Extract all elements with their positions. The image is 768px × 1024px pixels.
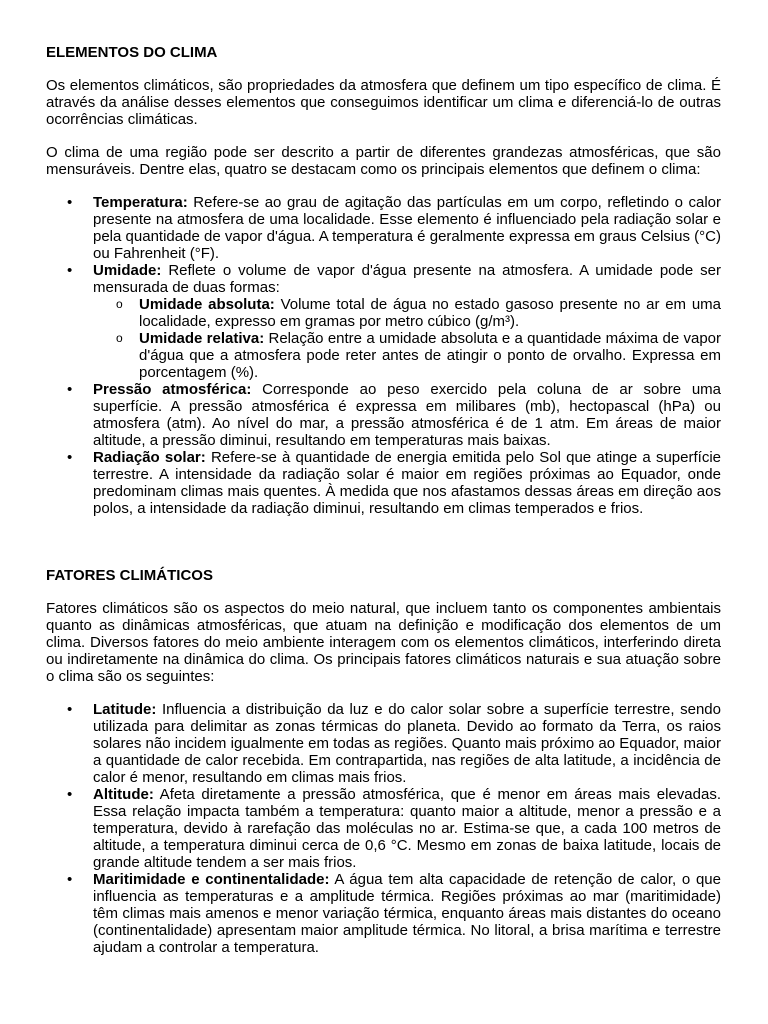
term-radiacao: Radiação solar: [93,449,206,466]
text-radiacao: Refere-se à quantidade de energia emitida pelo Sol que atinge a superfície terrestre. A intensidade da radiação solar é maior em regiões próximas ao Equador, onde predominam climas mais quentes. À medida que nos afastamos dessas áreas em direção aos polos, a intensidade da radiação diminui, resultando em climas temperados e frios. [93,449,721,517]
term-umidade-absoluta: Umidade absoluta: [139,296,275,313]
document-page [46,44,721,956]
text-umidade-absoluta: Volume total de água no estado gasoso presente no ar em uma localidade, expresso em gramas por metro cúbico (g/m³). [139,296,722,330]
section-title-fatores: FATORES CLIMÁTICOS [46,567,213,584]
term-latitude: Latitude: [93,701,157,718]
paragraph-fatores-intro: Fatores climáticos são os aspectos do meio natural, que incluem tanto os componentes ambientais quanto as dinâmicas atmosféricas, que atuam na definição e modificação dos elementos de um clima. Diversos fatores do meio ambiente interagem com os elementos climáticos, interferindo direta ou indiretamente na dinâmica do clima. Os principais fatores climáticos naturais e sua atuação sobre o clima são os seguintes: [46,600,721,685]
text-temperatura: Refere-se ao grau de agitação das partículas em um corpo, refletindo o calor presente na atmosfera de uma localidade. Esse elemento é influenciado pela radiação solar e pela quantidade de vapor d'água. A temperatura é geralmente expressa em graus Celsius (°C) ou Fahrenheit (°F). [93,194,721,262]
section-title-elementos: ELEMENTOS DO CLIMA [46,44,218,61]
elements-list [46,194,721,517]
list-item-umidade [46,262,721,381]
term-umidade: Umidade: [93,262,162,279]
term-maritimidade: Maritimidade e continentalidade: [93,871,330,888]
term-pressao: Pressão atmosférica: [93,381,252,398]
term-altitude: Altitude: [93,786,154,803]
factors-list [46,701,721,956]
list-item-altitude [46,786,721,871]
paragraph-elementos-intro: Os elementos climáticos, são propriedades da atmosfera que definem um tipo específico de clima. É através da análise desses elementos que conseguimos identificar um clima e diferenciá-lo de outras ocorrências climáticas. [46,77,721,128]
term-temperatura: Temperatura: [93,194,188,211]
text-maritimidade: A água tem alta capacidade de retenção de calor, o que influencia as temperaturas e a amplitude térmica. Regiões próximas ao mar (maritimidade) têm climas mais amenos e menor variação térmica, enquanto áreas mais distantes do oceano (continentalidade) apresentam maior amplitude térmica. No litoral, a brisa marítima e terrestre ajudam a controlar a temperatura. [93,871,721,956]
sublist-item-umidade-relativa [93,330,721,381]
text-pressao: Corresponde ao peso exercido pela coluna de ar sobre uma superfície. A pressão atmosférica é expressa em milibares (mb), hectopascal (hPa) ou atmosfera (atm). Ao nível do mar, a pressão atmosférica é de 1 atm. Em áreas de maior altitude, a pressão diminui, resultando em temperaturas mais baixas. [93,381,721,449]
text-altitude: Afeta diretamente a pressão atmosférica, que é menor em áreas mais elevadas. Essa relação impacta também a temperatura: quanto maior a altitude, menor a pressão e a temperatura, devido à rarefação das moléculas no ar. Estima-se que, a cada 100 metros de altitude, a temperatura diminui cerca de 0,6 °C. Mesmo em zonas de baixa latitude, locais de grande altitude tendem a ser mais frios. [93,786,721,871]
sublist-item-umidade-absoluta [93,296,721,330]
text-umidade: Reflete o volume de vapor d'água presente na atmosfera. A umidade pode ser mensurada de duas formas: [93,262,721,296]
list-item-latitude [46,701,721,786]
list-item-temperatura [46,194,721,262]
list-item-radiacao [46,449,721,517]
list-item-pressao [46,381,721,449]
text-latitude: Influencia a distribuição da luz e do calor solar sobre a superfície terrestre, sendo utilizada para delimitar as zonas térmicas do planeta. Devido ao formato da Terra, os raios solares não incidem igualmente em todas as regiões. Quanto mais próximo ao Equador, maior a quantidade de calor recebida. Em contrapartida, nas regiões de alta latitude, a incidência de calor é menor, resultando em climas mais frios. [93,701,721,786]
list-item-maritimidade [46,871,721,956]
umidade-sublist [93,296,721,381]
paragraph-elementos-description: O clima de uma região pode ser descrito a partir de diferentes grandezas atmosféricas, que são mensuráveis. Dentre elas, quatro se destacam como os principais elementos que definem o clima: [46,144,721,178]
term-umidade-relativa: Umidade relativa: [139,330,265,347]
text-umidade-relativa: Relação entre a umidade absoluta e a quantidade máxima de vapor d'água que a atmosfera pode reter antes de atingir o ponto de orvalho. Expressa em porcentagem (%). [139,330,722,381]
